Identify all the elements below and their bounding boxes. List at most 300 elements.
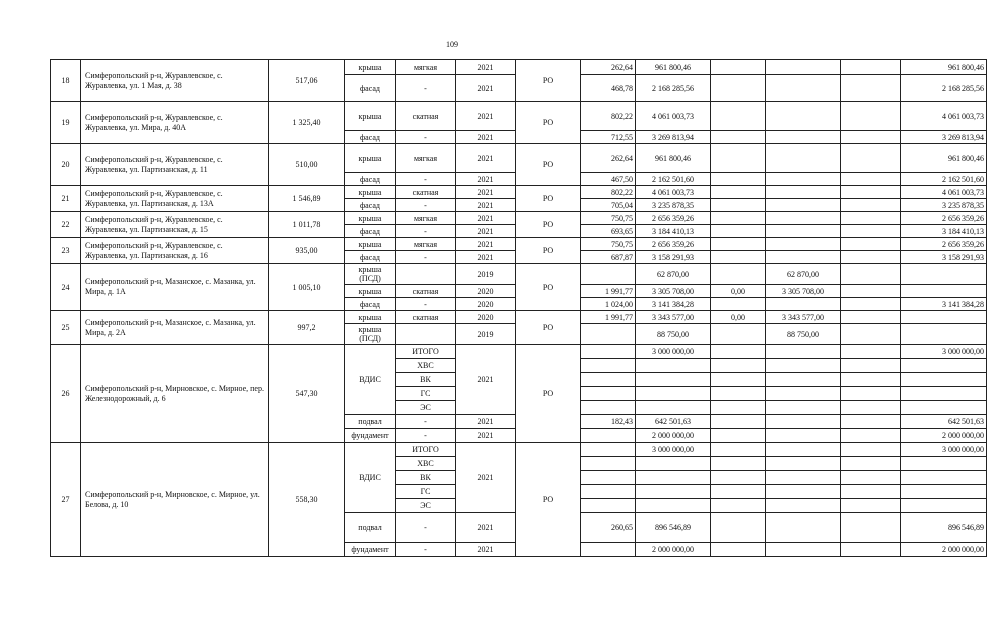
cost: 961 800,46 [636,60,711,75]
method: РО [516,102,581,144]
cost: 2 000 000,00 [636,429,711,443]
empty-cell [841,324,901,345]
year: 2020 [456,311,516,324]
area: 558,30 [269,443,345,557]
year: 2021 [456,212,516,225]
area: 935,00 [269,238,345,264]
empty-cell [711,345,766,359]
table-row [51,144,987,173]
year: 2021 [456,173,516,186]
empty-cell [766,199,841,212]
material: скатная [396,186,456,199]
empty-cell [581,543,636,557]
volume: 262,64 [581,144,636,173]
volume: 467,50 [581,173,636,186]
total: 3 000 000,00 [901,345,987,359]
total: 4 061 003,73 [901,102,987,131]
total: 3 235 878,35 [901,199,987,212]
total: 961 800,46 [901,60,987,75]
empty-cell [841,75,901,102]
element: крыша [345,212,396,225]
volume: 262,64 [581,60,636,75]
empty-cell [766,144,841,173]
cost-roof: 3 343 577,00 [766,311,841,324]
empty-cell [766,345,841,359]
empty-cell [711,298,766,311]
subsystem: ХВС [396,457,456,471]
empty-cell [711,102,766,131]
empty-cell [841,186,901,199]
year: 2021 [456,225,516,238]
material: скатная [396,285,456,298]
empty-cell [581,345,636,359]
empty-cell [766,238,841,251]
empty-cell [841,401,901,415]
cost: 3 235 878,35 [636,199,711,212]
volume: 705,04 [581,199,636,212]
empty-cell [711,238,766,251]
row-number: 21 [51,186,81,212]
subsystem: ЭС [396,401,456,415]
empty-cell [841,457,901,471]
year: 2021 [456,513,516,543]
empty-cell [841,415,901,429]
empty-cell [841,429,901,443]
empty-cell [711,373,766,387]
empty-cell [711,212,766,225]
table-row [51,264,987,285]
empty-cell [581,429,636,443]
cost: 2 168 285,56 [636,75,711,102]
capital-repair-table [50,59,987,557]
address: Симферопольский р-н, Мазанское, с. Мазанка, ул. Мира, д. 1А [81,264,269,311]
empty-cell [636,457,711,471]
empty-cell [766,429,841,443]
year: 2021 [456,429,516,443]
empty-cell [711,471,766,485]
empty-cell [636,471,711,485]
address: Симферопольский р-н, Журавлевское, с. Журавлевка, ул. 1 Мая, д. 38 [81,60,269,102]
empty-cell [841,443,901,457]
table-row [51,212,987,225]
empty-cell [841,499,901,513]
empty-cell [581,485,636,499]
element: крыша [345,60,396,75]
cost: 88 750,00 [636,324,711,345]
year: 2021 [456,131,516,144]
material: мягкая [396,144,456,173]
empty-cell [711,60,766,75]
cost: 896 546,89 [636,513,711,543]
empty-cell [841,199,901,212]
empty-cell [766,251,841,264]
empty-cell [841,298,901,311]
row-number: 18 [51,60,81,102]
material: - [396,298,456,311]
empty-cell [766,359,841,373]
element: фасад [345,173,396,186]
total: 2 162 501,60 [901,173,987,186]
empty-cell [901,401,987,415]
year: 2020 [456,298,516,311]
total: 2 168 285,56 [901,75,987,102]
area: 1 011,78 [269,212,345,238]
address: Симферопольский р-н, Мирновское, с. Мирное, ул. Белова, д. 10 [81,443,269,557]
element: крыша [345,144,396,173]
empty-cell [711,173,766,186]
total: 2 000 000,00 [901,543,987,557]
method: РО [516,443,581,557]
empty-cell [766,186,841,199]
subsystem: ГС [396,485,456,499]
empty-cell [901,387,987,401]
empty-cell [901,324,987,345]
cost: 2 656 359,26 [636,238,711,251]
subsystem: ЭС [396,499,456,513]
empty-cell [841,212,901,225]
cost: 4 061 003,73 [636,186,711,199]
empty-cell [711,324,766,345]
row-number: 26 [51,345,81,443]
year: 2021 [456,144,516,173]
volume: 712,55 [581,131,636,144]
material: мягкая [396,60,456,75]
empty-cell [766,225,841,238]
element: фасад [345,225,396,238]
empty-cell [841,225,901,238]
empty-cell [711,457,766,471]
element: фундамент [345,543,396,557]
volume: 1 991,77 [581,285,636,298]
material: - [396,429,456,443]
subsystem: ВК [396,471,456,485]
empty-cell [841,102,901,131]
row-number: 19 [51,102,81,144]
method: РО [516,311,581,345]
empty-cell [711,429,766,443]
empty-cell [766,298,841,311]
row-number: 24 [51,264,81,311]
empty-cell [636,485,711,499]
element: ВДИС [345,443,396,513]
total: 3 184 410,13 [901,225,987,238]
empty-cell [841,60,901,75]
empty-cell [841,345,901,359]
element: фундамент [345,429,396,443]
material: - [396,251,456,264]
address: Симферопольский р-н, Журавлевское, с. Журавлевка, ул. Партизанская, д. 15 [81,212,269,238]
cost: 2 162 501,60 [636,173,711,186]
empty-cell [711,225,766,238]
empty-cell [636,401,711,415]
empty-cell [711,513,766,543]
element: крыша [345,102,396,131]
page-number: 109 [446,40,458,49]
row-number: 25 [51,311,81,345]
area: 997,2 [269,311,345,345]
empty-cell [766,471,841,485]
element: крыша (ПСД) [345,324,396,345]
material: - [396,543,456,557]
cost: 4 061 003,73 [636,102,711,131]
empty-cell [766,443,841,457]
cost: 2 000 000,00 [636,543,711,557]
row-number: 27 [51,443,81,557]
empty-cell [581,264,636,285]
cost: 3 158 291,93 [636,251,711,264]
empty-cell [581,387,636,401]
empty-cell [711,186,766,199]
empty-cell [841,387,901,401]
empty-cell [841,359,901,373]
cost: 3 269 813,94 [636,131,711,144]
subsystem: ХВС [396,359,456,373]
empty-cell [901,311,987,324]
table-row [51,102,987,131]
total: 4 061 003,73 [901,186,987,199]
table-row [51,443,987,457]
subsystem: ИТОГО [396,443,456,457]
element: подвал [345,513,396,543]
method: РО [516,264,581,311]
element: крыша [345,238,396,251]
cost-zero: 0,00 [711,285,766,298]
total: 3 000 000,00 [901,443,987,457]
empty-cell [711,144,766,173]
address: Симферопольский р-н, Мазанское, с. Мазанка, ул. Мира, д. 2А [81,311,269,345]
empty-cell [711,264,766,285]
total: 2 656 359,26 [901,212,987,225]
material: - [396,75,456,102]
cost: 961 800,46 [636,144,711,173]
address: Симферопольский р-н, Журавлевское, с. Журавлевка, ул. Партизанская, д. 16 [81,238,269,264]
empty-cell [901,285,987,298]
volume: 260,65 [581,513,636,543]
element: фасад [345,251,396,264]
cost: 2 656 359,26 [636,212,711,225]
empty-cell [841,373,901,387]
volume: 687,87 [581,251,636,264]
cost: 3 343 577,00 [636,311,711,324]
year: 2020 [456,285,516,298]
cost-psd: 62 870,00 [766,264,841,285]
empty-cell [901,485,987,499]
year: 2021 [456,415,516,429]
empty-cell [841,238,901,251]
empty-cell [711,415,766,429]
table-row [51,345,987,359]
volume: 468,78 [581,75,636,102]
empty-cell [711,543,766,557]
empty-cell [581,359,636,373]
empty-cell [711,443,766,457]
total: 961 800,46 [901,144,987,173]
material: скатная [396,102,456,131]
year: 2021 [456,543,516,557]
empty-cell [766,60,841,75]
element: крыша (ПСД) [345,264,396,285]
empty-cell [766,485,841,499]
material: - [396,173,456,186]
empty-cell [766,173,841,186]
empty-cell [711,251,766,264]
volume: 1 991,77 [581,311,636,324]
empty-cell [841,543,901,557]
empty-cell [581,457,636,471]
empty-cell [581,471,636,485]
total: 3 141 384,28 [901,298,987,311]
subsystem: ГС [396,387,456,401]
material: скатная [396,311,456,324]
empty-cell [581,499,636,513]
total: 2 656 359,26 [901,238,987,251]
method: РО [516,60,581,102]
address: Симферопольский р-н, Мирновское, с. Мирное, пер. Железнодорожный, д. 6 [81,345,269,443]
year: 2021 [456,75,516,102]
empty-cell [711,75,766,102]
subsystem: ИТОГО [396,345,456,359]
table-row [51,60,987,75]
material: - [396,131,456,144]
year: 2021 [456,199,516,212]
cost: 3 184 410,13 [636,225,711,238]
empty-cell [711,131,766,144]
empty-cell [841,485,901,499]
empty-cell [711,359,766,373]
empty-cell [396,264,456,285]
empty-cell [766,415,841,429]
empty-cell [766,75,841,102]
cost: 3 141 384,28 [636,298,711,311]
element: крыша [345,285,396,298]
year: 2019 [456,324,516,345]
element: крыша [345,311,396,324]
method: РО [516,345,581,443]
empty-cell [901,457,987,471]
empty-cell [901,359,987,373]
method: РО [516,144,581,186]
empty-cell [766,543,841,557]
row-number: 23 [51,238,81,264]
year: 2021 [456,251,516,264]
volume: 1 024,00 [581,298,636,311]
material: мягкая [396,238,456,251]
empty-cell [901,499,987,513]
material: - [396,513,456,543]
cost: 3 305 708,00 [636,285,711,298]
empty-cell [766,373,841,387]
empty-cell [636,387,711,401]
address: Симферопольский р-н, Журавлевское, с. Журавлевка, ул. Партизанская, д. 13А [81,186,269,212]
empty-cell [766,401,841,415]
year: 2021 [456,60,516,75]
empty-cell [396,324,456,345]
cost-roof: 3 305 708,00 [766,285,841,298]
empty-cell [766,457,841,471]
empty-cell [841,251,901,264]
row-number: 20 [51,144,81,186]
total: 642 501,63 [901,415,987,429]
empty-cell [841,311,901,324]
material: - [396,415,456,429]
empty-cell [581,373,636,387]
empty-cell [766,387,841,401]
method: РО [516,238,581,264]
table-row [51,186,987,199]
year: 2021 [456,443,516,513]
row-number: 22 [51,212,81,238]
empty-cell [636,359,711,373]
empty-cell [711,387,766,401]
table-row [51,311,987,324]
year: 2021 [456,238,516,251]
area: 547,30 [269,345,345,443]
material: мягкая [396,212,456,225]
year: 2021 [456,186,516,199]
empty-cell [901,471,987,485]
volume: 802,22 [581,102,636,131]
volume: 750,75 [581,212,636,225]
address: Симферопольский р-н, Журавлевское, с. Журавлевка, ул. Партизанская, д. 11 [81,144,269,186]
method: РО [516,212,581,238]
area: 1 546,89 [269,186,345,212]
year: 2021 [456,345,516,415]
empty-cell [581,324,636,345]
method: РО [516,186,581,212]
empty-cell [841,471,901,485]
empty-cell [766,513,841,543]
element: ВДИС [345,345,396,415]
empty-cell [841,173,901,186]
empty-cell [636,499,711,513]
volume: 693,65 [581,225,636,238]
empty-cell [841,131,901,144]
empty-cell [841,513,901,543]
cost: 642 501,63 [636,415,711,429]
element: крыша [345,186,396,199]
element: фасад [345,298,396,311]
cost: 3 000 000,00 [636,345,711,359]
element: фасад [345,199,396,212]
cost-psd: 88 750,00 [766,324,841,345]
empty-cell [711,499,766,513]
year: 2021 [456,102,516,131]
empty-cell [841,264,901,285]
element: фасад [345,131,396,144]
table-row [51,238,987,251]
year: 2019 [456,264,516,285]
total: 3 269 813,94 [901,131,987,144]
material: - [396,199,456,212]
address: Симферопольский р-н, Журавлевское, с. Журавлевка, ул. Мира, д. 40А [81,102,269,144]
total: 3 158 291,93 [901,251,987,264]
material: - [396,225,456,238]
volume: 750,75 [581,238,636,251]
empty-cell [766,212,841,225]
empty-cell [711,199,766,212]
element: подвал [345,415,396,429]
empty-cell [711,401,766,415]
empty-cell [841,144,901,173]
area: 1 325,40 [269,102,345,144]
empty-cell [766,499,841,513]
empty-cell [766,131,841,144]
empty-cell [711,485,766,499]
empty-cell [581,401,636,415]
cost: 62 870,00 [636,264,711,285]
empty-cell [901,264,987,285]
empty-cell [841,285,901,298]
